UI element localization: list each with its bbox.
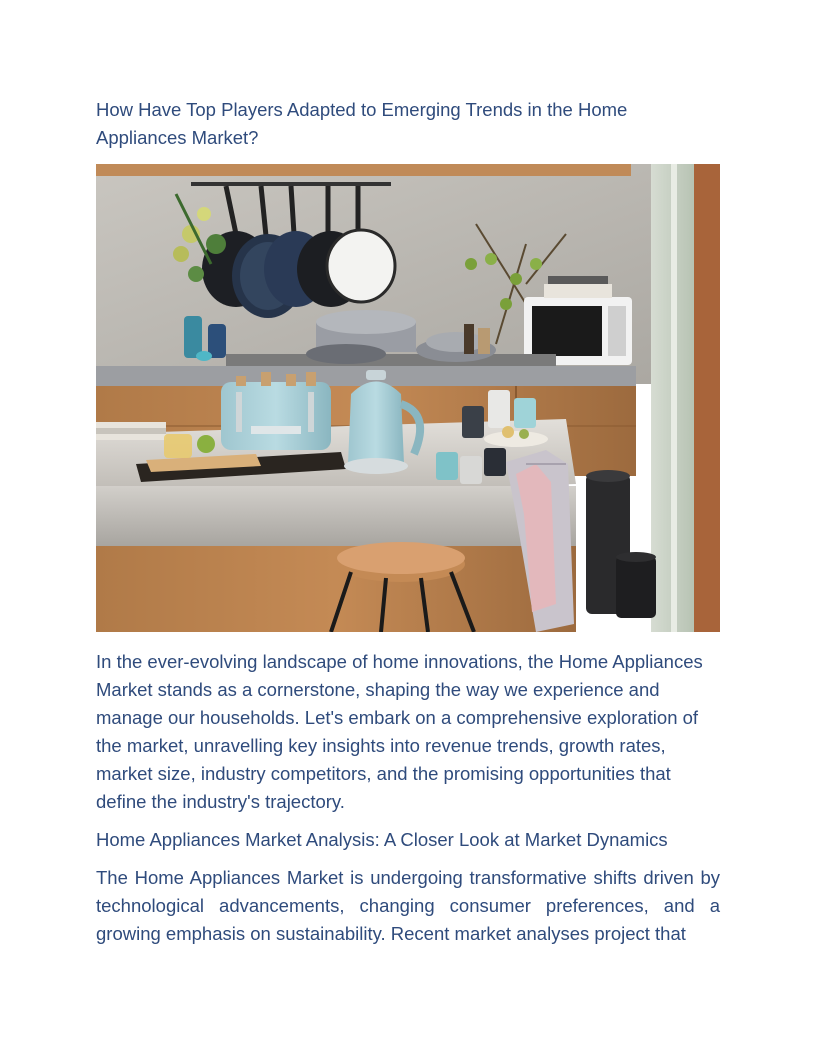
document-page	[96, 96, 720, 958]
analysis-paragraph: The Home Appliances Market is undergoing transformative shifts driven by technological advancements, changing consumer preferences, and a growing emphasis on sustainability. Recent market analyses project that	[96, 867, 720, 944]
section-subheading: Home Appliances Market Analysis: A Closer Look at Market Dynamics	[96, 829, 668, 850]
intro-paragraph: In the ever-evolving landscape of home innovations, the Home Appliances Market stands as a cornerstone, shaping the way we experience and manage our households. Let's embark on a comprehensive exploration of the market, unravelling key insights into revenue trends, growth rates, market size, industry competitors, and the promising opportunities that define the industry's trajectory.	[96, 651, 703, 812]
document-title: How Have Top Players Adapted to Emerging Trends in the Home Appliances Market?	[96, 99, 628, 148]
kitchen-appliances-photo	[96, 164, 720, 632]
